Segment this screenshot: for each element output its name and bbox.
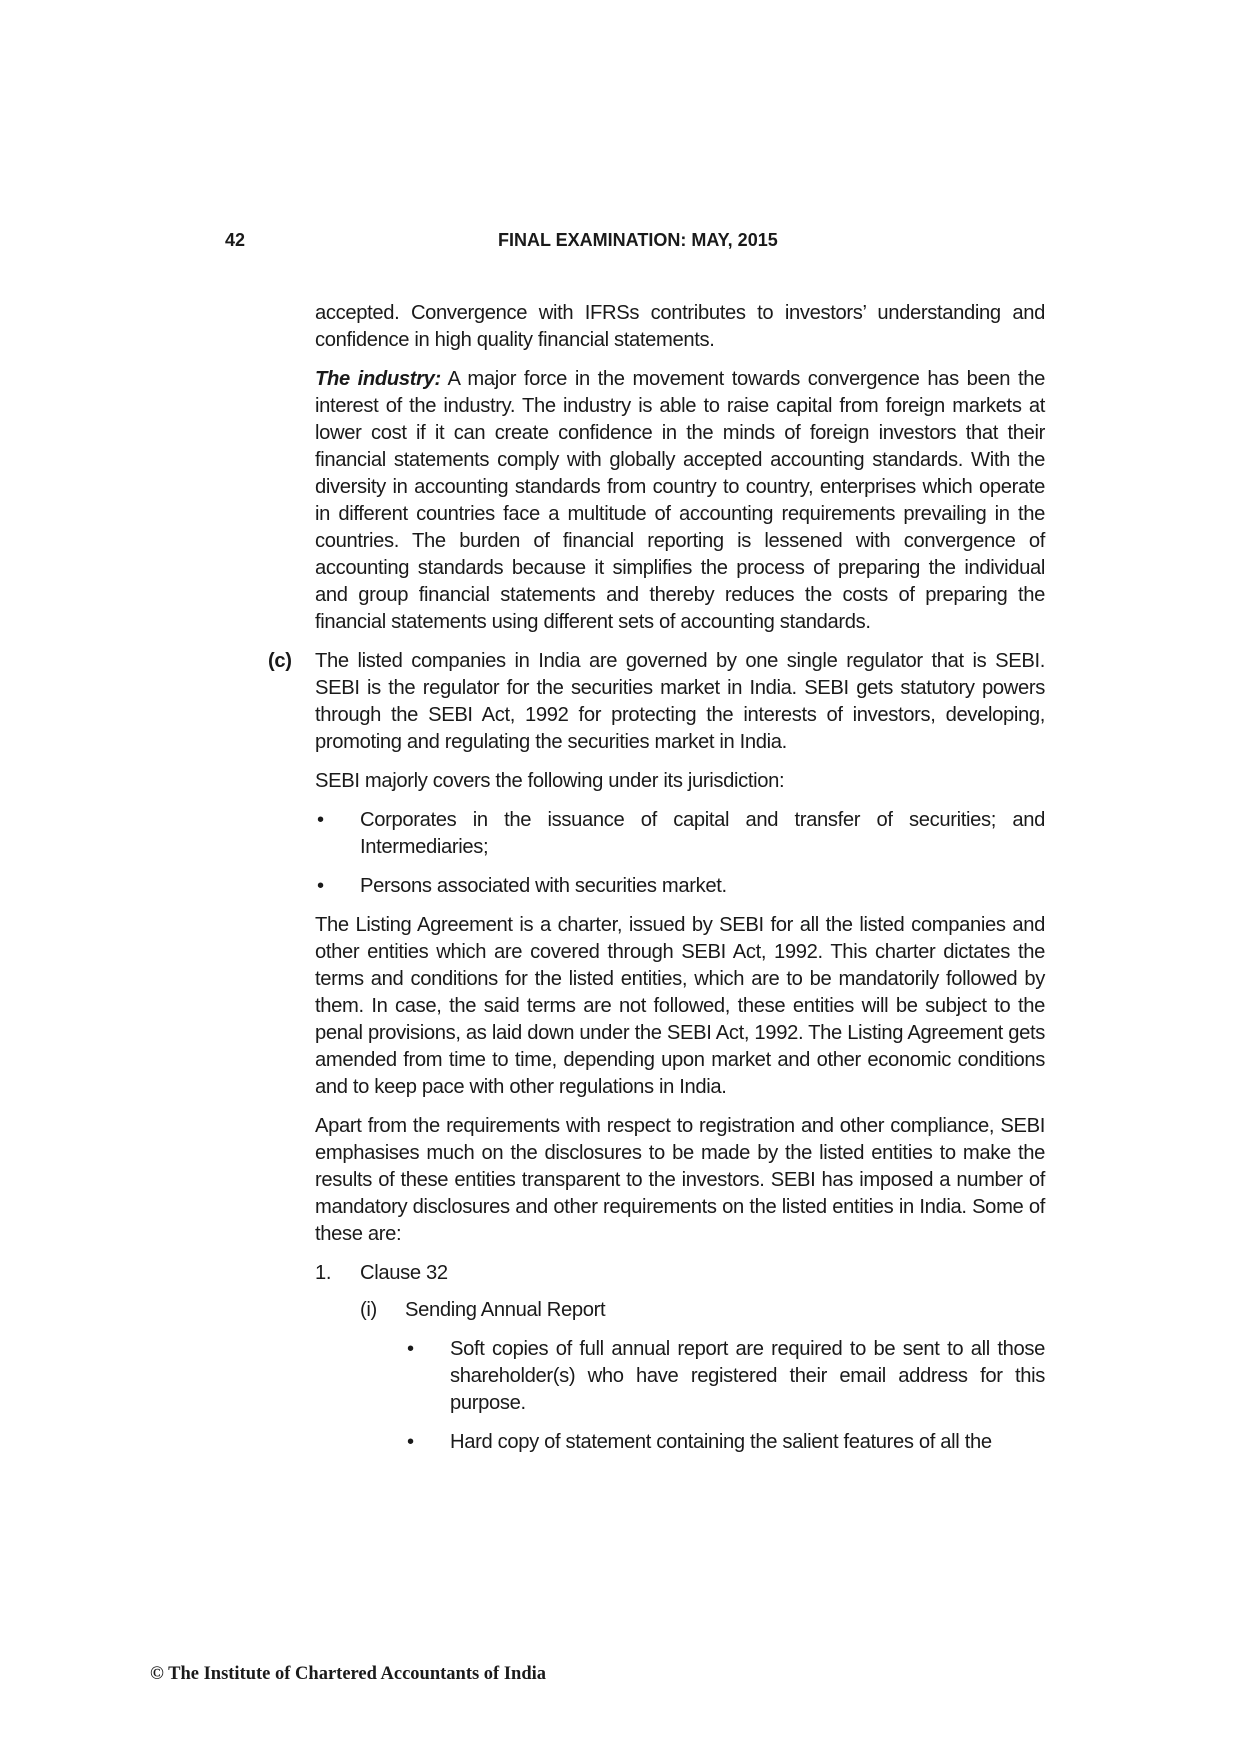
paragraph-convergence: accepted. Convergence with IFRSs contributes to investors’ understanding and confidence in high quality financial statements. xyxy=(315,302,1045,351)
jurisdiction-list xyxy=(315,807,1045,900)
list-item xyxy=(315,1336,1045,1417)
section-label-c: (c) xyxy=(268,650,292,672)
list-item xyxy=(315,807,1045,861)
list-item-text: Soft copies of full annual report are required to be sent to all those shareholder(s) who have registered their email address for this purpose. xyxy=(450,1338,1045,1414)
bullet-icon: • xyxy=(317,875,324,897)
page-header xyxy=(0,230,1241,256)
header-title: FINAL EXAMINATION: MAY, 2015 xyxy=(498,230,778,250)
paragraph-listing-agreement: The Listing Agreement is a charter, issued by SEBI for all the listed companies and other entities which are covered through SEBI Act, 1992. This charter dictates the terms and conditions for the listed entities, which are to be mandatorily followed by them. In case, the said terms are not followed, these entities will be subject to the penal provisions, as laid down under the SEBI Act, 1992. The Listing Agreement gets amended from time to time, depending upon market and other economic conditions and to keep pace with other regulations in India. xyxy=(315,914,1045,1098)
paragraph-industry xyxy=(315,366,1045,636)
page-body xyxy=(268,300,1045,1468)
sub-item-number: (i) xyxy=(360,1299,377,1321)
paragraph-jurisdiction: SEBI majorly covers the following under its jurisdiction: xyxy=(315,770,785,792)
page-number: 42 xyxy=(225,230,246,250)
paragraph-c xyxy=(268,648,1045,756)
page-footer-copyright: © The Institute of Chartered Accountants of India xyxy=(150,1664,547,1684)
list-item-text: Hard copy of statement containing the salient features of all the xyxy=(450,1431,992,1453)
bullet-icon: • xyxy=(407,1338,414,1360)
list-item-text: Corporates in the issuance of capital and transfer of securities; and Intermediaries; xyxy=(360,809,1045,858)
bullet-icon: • xyxy=(317,809,324,831)
list-item xyxy=(315,873,1045,900)
annual-report-list xyxy=(315,1336,1045,1456)
numbered-item-1 xyxy=(315,1260,1045,1287)
bullet-icon: • xyxy=(407,1431,414,1453)
list-item xyxy=(315,1429,1045,1456)
item-number: 1. xyxy=(315,1262,332,1284)
item-text: Clause 32 xyxy=(360,1262,448,1284)
sub-item-text: Sending Annual Report xyxy=(405,1299,606,1321)
paragraph-c-text: The listed companies in India are governed by one single regulator that is SEBI. SEBI is the regulator for the securities market in India. SEBI gets statutory powers through the SEBI Act, 1992 for protecting the interests of investors, developing, promoting and regulating the securities market in India. xyxy=(315,650,1045,753)
industry-text: A major force in the movement towards convergence has been the interest of the industry. The industry is able to raise capital from foreign markets at lower cost if it can create confidence in the minds of foreign investors that their financial statements comply with globally accepted accounting standards. With the diversity in accounting standards from country to country, enterprises which operate in different countries face a multitude of accounting requirements prevailing in the countries. The burden of financial reporting is lessened with convergence of accounting standards because it simplifies the process of preparing the individual and group financial statements and thereby reduces the costs of preparing the financial statements using different sets of accounting standards. xyxy=(315,368,1045,633)
list-item-text: Persons associated with securities market. xyxy=(360,875,727,897)
industry-lead: The industry: xyxy=(315,368,441,390)
sub-item-i xyxy=(315,1297,1045,1324)
paragraph-disclosures: Apart from the requirements with respect to registration and other compliance, SEBI emphasises much on the disclosures to be made by the listed entities to make the results of these entities transparent to the investors. SEBI has imposed a number of mandatory disclosures and other requirements on the listed entities in India. Some of these are: xyxy=(315,1115,1045,1245)
